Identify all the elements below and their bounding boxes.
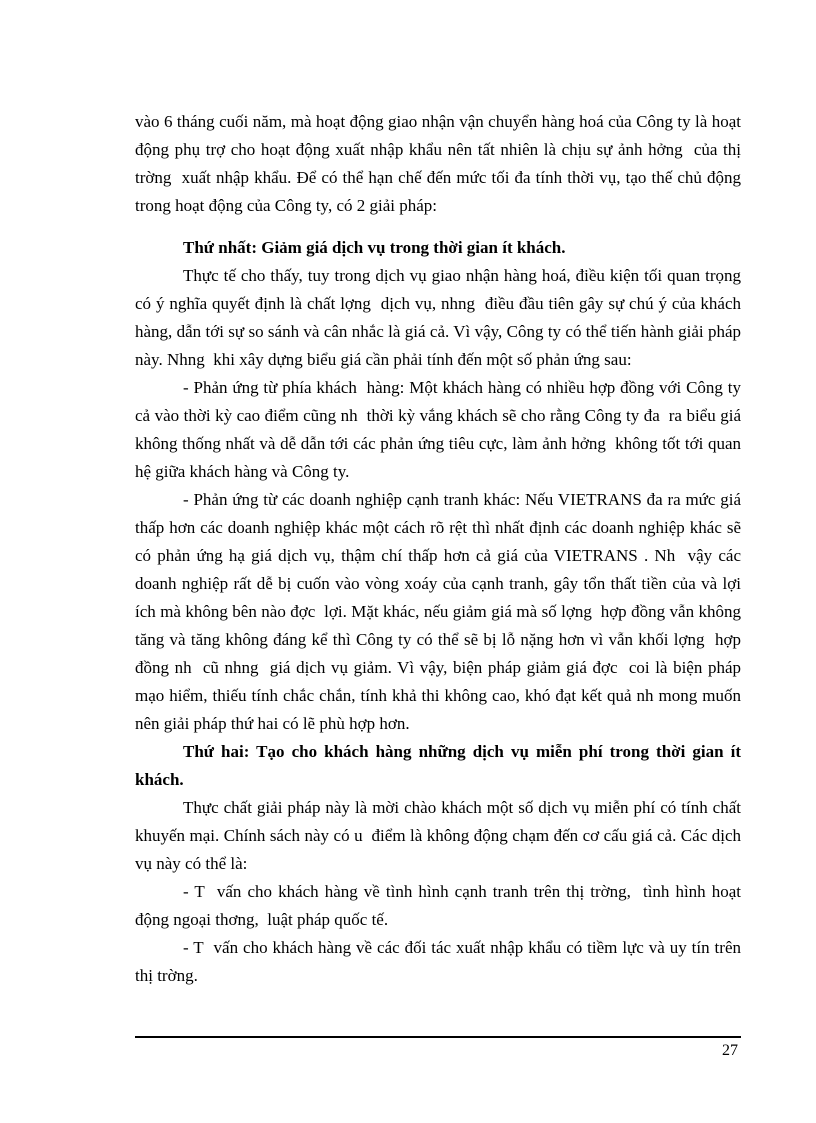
paragraph-body: Thực chất giải pháp này là mời chào khách một số dịch vụ miễn phí có tính chất khuyến mại. Chính sách này có u điểm là không động chạm đến cơ cấu giá cả. Các dịch vụ này có thể là: — [135, 798, 741, 873]
paragraph-competitor-reaction: - Phản ứng từ các doanh nghiệp cạnh tranh khác: Nếu VIETRANS đa ra mức giá thấp hơn các doanh nghiệp khác một cách rõ rệt thì nhất định các doanh nghiệp khác sẽ có phản ứng hạ giá dịch vụ, thậm chí thấp hơn cả giá của VIETRANS . Nh vậy các doanh nghiệp rất dễ bị cuốn vào vòng xoáy của cạnh tranh, gây tổn thất tiền của và lợi ích mà không bên nào đợc lợi. Mặt khác, nếu giảm giá mà số lợng hợp đồng vẫn không tăng và tăng không đáng kể thì Công ty có thể sẽ bị lỗ nặng hơn vì vẫn khối lợng hợp đồng nh cũ nhng giá dịch vụ giảm. Vì vậy, biện pháp giảm giá đợc coi là biện pháp mạo hiểm, thiếu tính chắc chắn, tính khả thi không cao, khó đạt kết quả nh mong muốn nên giải pháp thứ hai có lẽ phù hợp hơn. — [135, 490, 741, 733]
paragraph-intro: vào 6 tháng cuối năm, mà hoạt động giao nhận vận chuyển hàng hoá của Công ty là hoạt động phụ trợ cho hoạt động xuất nhập khẩu nên tất nhiên là chịu sự ảnh hởng của thị trờng xuất nhập khẩu. Để có thể hạn chế đến mức tối đa tính thời vụ, tạo thế chủ động trong hoạt động của Công ty, có 2 giải pháp: — [135, 112, 741, 215]
paragraph-free-service-1: - T vấn cho khách hàng về tình hình cạnh tranh trên thị trờng, tình hình hoạt động ngoại thơng, luật pháp quốc tế. — [135, 882, 741, 929]
footer-divider — [135, 1036, 741, 1038]
page-body-text — [135, 108, 741, 990]
paragraph-customer-reaction: - Phản ứng từ phía khách hàng: Một khách hàng có nhiều hợp đồng với Công ty cả vào thời kỳ cao điểm cũng nh thời kỳ vắng khách sẽ cho rằng Công ty đa ra biểu giá không thống nhất và dễ dẫn tới các phản ứng tiêu cực, làm ảnh hởng không tốt tới quan hệ giữa khách hàng và Công ty. — [135, 378, 741, 481]
paragraph-body: Thực tế cho thấy, tuy trong dịch vụ giao nhận hàng hoá, điều kiện tối quan trọng có ý nghĩa quyết định là chất lợng dịch vụ, nhng điều đầu tiên gây sự chú ý của khách hàng, dẫn tới sự so sánh và cân nhắc là giá cả. Vì vậy, Công ty có thể tiến hành giải pháp này. Nhng khi xây dựng biểu giá cần phải tính đến một số phản ứng sau: — [135, 266, 741, 369]
page-number: 27 — [722, 1042, 738, 1059]
heading-second-solution: Thứ hai: Tạo cho khách hàng những dịch vụ miễn phí trong thời gian ít khách. — [135, 742, 741, 789]
heading-first-solution: Thứ nhất: Giảm giá dịch vụ trong thời gian ít khách. — [183, 238, 566, 257]
paragraph-free-service-2: - T vấn cho khách hàng về các đối tác xuất nhập khẩu có tiềm lực và uy tín trên thị trờng. — [135, 938, 741, 985]
